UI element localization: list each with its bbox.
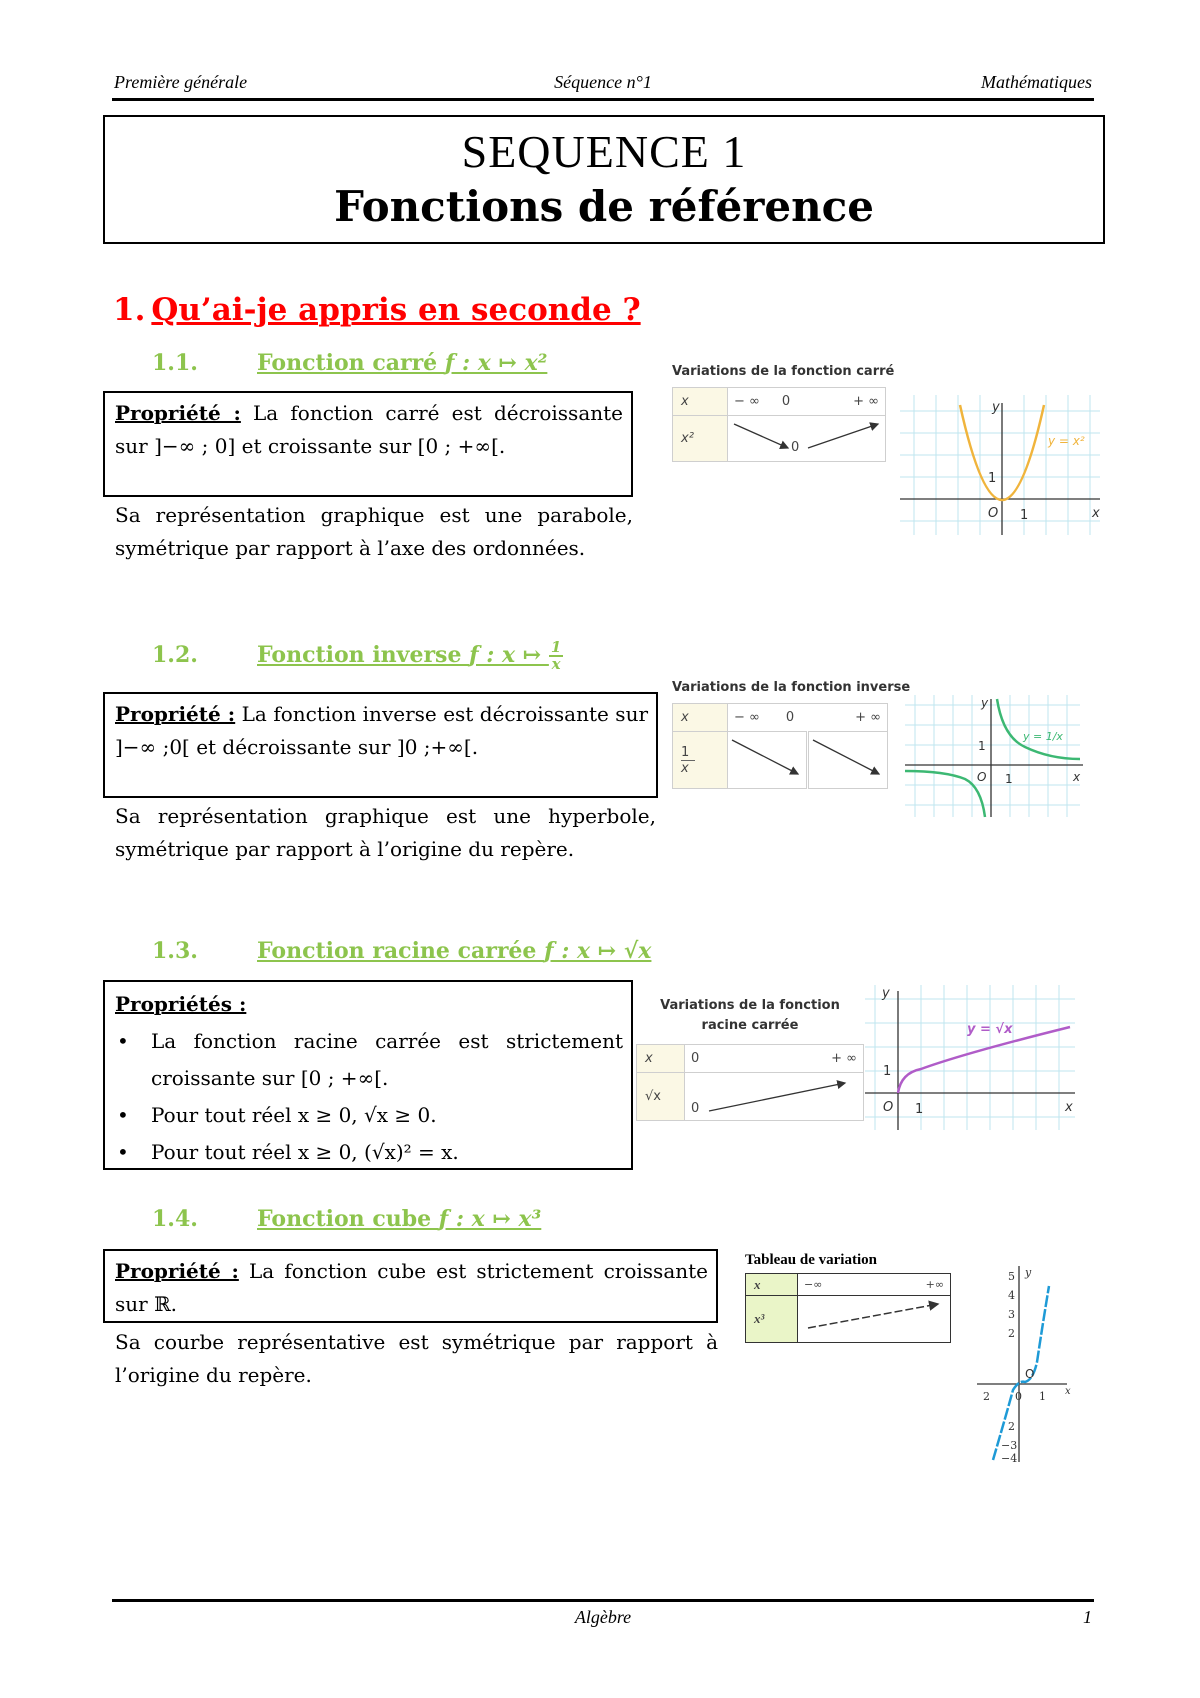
footer-chapter: Algèbre	[574, 1607, 632, 1627]
subsection-formula: f : x ↦ x³	[438, 1206, 542, 1232]
svg-text:x: x	[1092, 506, 1100, 521]
variation-table-carre: Variations de la fonction carré x − ∞ 0 + ∞ x² 0	[672, 364, 894, 462]
page-number: 1	[1083, 1607, 1092, 1627]
header-sequence: Séquence n°1	[554, 72, 652, 92]
svg-text:y = x²: y = x²	[1048, 434, 1085, 448]
property-label: Propriétés :	[115, 992, 247, 1016]
variation-table-racine: Variations de la fonction racine carrée x 0 + ∞ √x 0	[636, 996, 864, 1121]
subsection-heading-carre	[152, 350, 547, 376]
svg-text:y: y	[882, 986, 890, 1001]
subsection-heading-cube	[152, 1206, 541, 1232]
graph-racine	[865, 985, 1080, 1130]
svg-text:y: y	[981, 696, 989, 710]
list-item: • Pour tout réel x ≥ 0, (√x)² = x.	[115, 1134, 623, 1171]
paragraph-inverse: Sa représentation graphique est une hyperbole, symétrique par rapport à l’origine du repère.	[115, 804, 656, 861]
header-subject: Mathématiques	[981, 72, 1092, 92]
paragraph-carre: Sa représentation graphique est une parabole, symétrique par rapport à l’axe des ordonnées.	[115, 503, 633, 560]
property-text: La fonction cube est strictement croissante sur ℝ.	[115, 1259, 708, 1316]
variation-table-inverse: Variations de la fonction inverse x − ∞ 0 + ∞ 1 x	[672, 680, 910, 789]
svg-text:1: 1	[978, 739, 986, 753]
svg-text:1: 1	[1039, 1390, 1046, 1403]
variation-arrows-icon	[728, 416, 883, 462]
title-box	[103, 115, 1105, 244]
property-list	[115, 1023, 623, 1171]
footer-divider	[112, 1599, 1094, 1602]
graph-carre	[900, 395, 1105, 540]
subsection-number: 1.1.	[152, 350, 198, 376]
page-header	[112, 72, 1094, 100]
svg-text:x: x	[1065, 1386, 1071, 1397]
svg-text:y: y	[992, 400, 1000, 415]
svg-text:O: O	[988, 506, 999, 521]
svg-text:5: 5	[1008, 1270, 1015, 1283]
variation-table-cube: Tableau de variation x −∞ +∞ x³	[745, 1252, 951, 1343]
header-divider	[112, 98, 1094, 101]
decreasing-arrow-icon	[809, 732, 887, 784]
svg-text:y: y	[1025, 1266, 1032, 1279]
svg-text:1: 1	[1005, 772, 1013, 786]
subsection-title: Fonction cube	[257, 1206, 439, 1232]
section-title: Qu’ai-je appris en seconde ?	[151, 292, 641, 328]
variation-title: Tableau de variation	[745, 1252, 877, 1268]
section-number: 1.	[113, 292, 146, 328]
svg-text:O: O	[1025, 1367, 1035, 1381]
sequence-title: SEQUENCE 1	[461, 126, 747, 177]
svg-text:y = 1/x: y = 1/x	[1023, 730, 1063, 743]
svg-text:y = √x: y = √x	[967, 1022, 1013, 1037]
subsection-number: 1.4.	[152, 1206, 198, 1232]
property-label: Propriété :	[115, 702, 236, 726]
section-heading	[113, 292, 641, 328]
fraction-one-over-x: $\frac{1}{x}$	[550, 638, 562, 673]
subsection-title: Fonction racine carrée	[257, 938, 545, 964]
subsection-formula: f : x ↦ √x	[544, 938, 652, 964]
property-text: La fonction carré est décroissante sur ]−∞ ; 0] et croissante sur [0 ; +∞[.	[115, 401, 623, 458]
decreasing-arrow-icon	[728, 732, 806, 784]
header-level: Première générale	[114, 72, 248, 92]
svg-text:x: x	[1065, 1100, 1073, 1115]
subsection-heading-inverse: 1.2. Fonction inverse f : x ↦ $\frac{1}{x}$	[152, 638, 562, 673]
property-label: Propriété :	[115, 1259, 239, 1283]
property-box-cube	[103, 1249, 718, 1323]
subsection-title: Fonction inverse	[257, 642, 470, 668]
subsection-number: 1.3.	[152, 938, 198, 964]
property-box-inverse	[103, 692, 658, 798]
svg-text:1: 1	[883, 1064, 892, 1079]
property-box-racine	[103, 980, 633, 1170]
variation-title: Variations de la fonction inverse	[672, 680, 911, 695]
property-box-carre	[103, 391, 633, 497]
svg-text:1: 1	[988, 471, 997, 486]
graph-inverse	[905, 695, 1085, 820]
list-item: • La fonction racine carrée est strictement croissante sur [0 ; +∞[.	[115, 1023, 623, 1097]
svg-text:−3: −3	[1001, 1439, 1018, 1452]
subsection-formula: f : x ↦ x²	[444, 350, 548, 376]
svg-text:O: O	[977, 770, 987, 784]
svg-text:1: 1	[915, 1102, 924, 1117]
svg-text:x: x	[1073, 770, 1081, 784]
svg-text:2: 2	[1008, 1420, 1015, 1433]
increasing-dashed-arrow-icon	[798, 1296, 948, 1338]
svg-text:4: 4	[1008, 1289, 1015, 1302]
property-text: La fonction inverse est décroissante sur ]−∞ ;0[ et décroissante sur ]0 ;+∞[.	[115, 702, 649, 759]
svg-text:O: O	[883, 1100, 894, 1115]
svg-text:2: 2	[983, 1390, 990, 1403]
list-item: • Pour tout réel x ≥ 0, √x ≥ 0.	[115, 1097, 623, 1134]
svg-text:2: 2	[1008, 1327, 1015, 1340]
svg-text:1: 1	[1020, 508, 1029, 523]
property-label: Propriété :	[115, 401, 241, 425]
svg-text:0: 0	[1015, 1390, 1022, 1403]
svg-text:−4: −4	[1001, 1452, 1018, 1462]
paragraph-cube: Sa courbe représentative est symétrique par rapport à l’origine du repère.	[115, 1330, 718, 1387]
graph-cube	[975, 1262, 1075, 1462]
subsection-number: 1.2.	[152, 642, 198, 668]
increasing-arrow-icon	[685, 1073, 860, 1121]
subsection-heading-racine	[152, 938, 651, 964]
variation-title: Variations de la fonction carré	[672, 364, 895, 379]
svg-text:3: 3	[1008, 1308, 1015, 1321]
subsection-title: Fonction carré	[257, 350, 445, 376]
sequence-subtitle: Fonctions de référence	[334, 182, 874, 231]
